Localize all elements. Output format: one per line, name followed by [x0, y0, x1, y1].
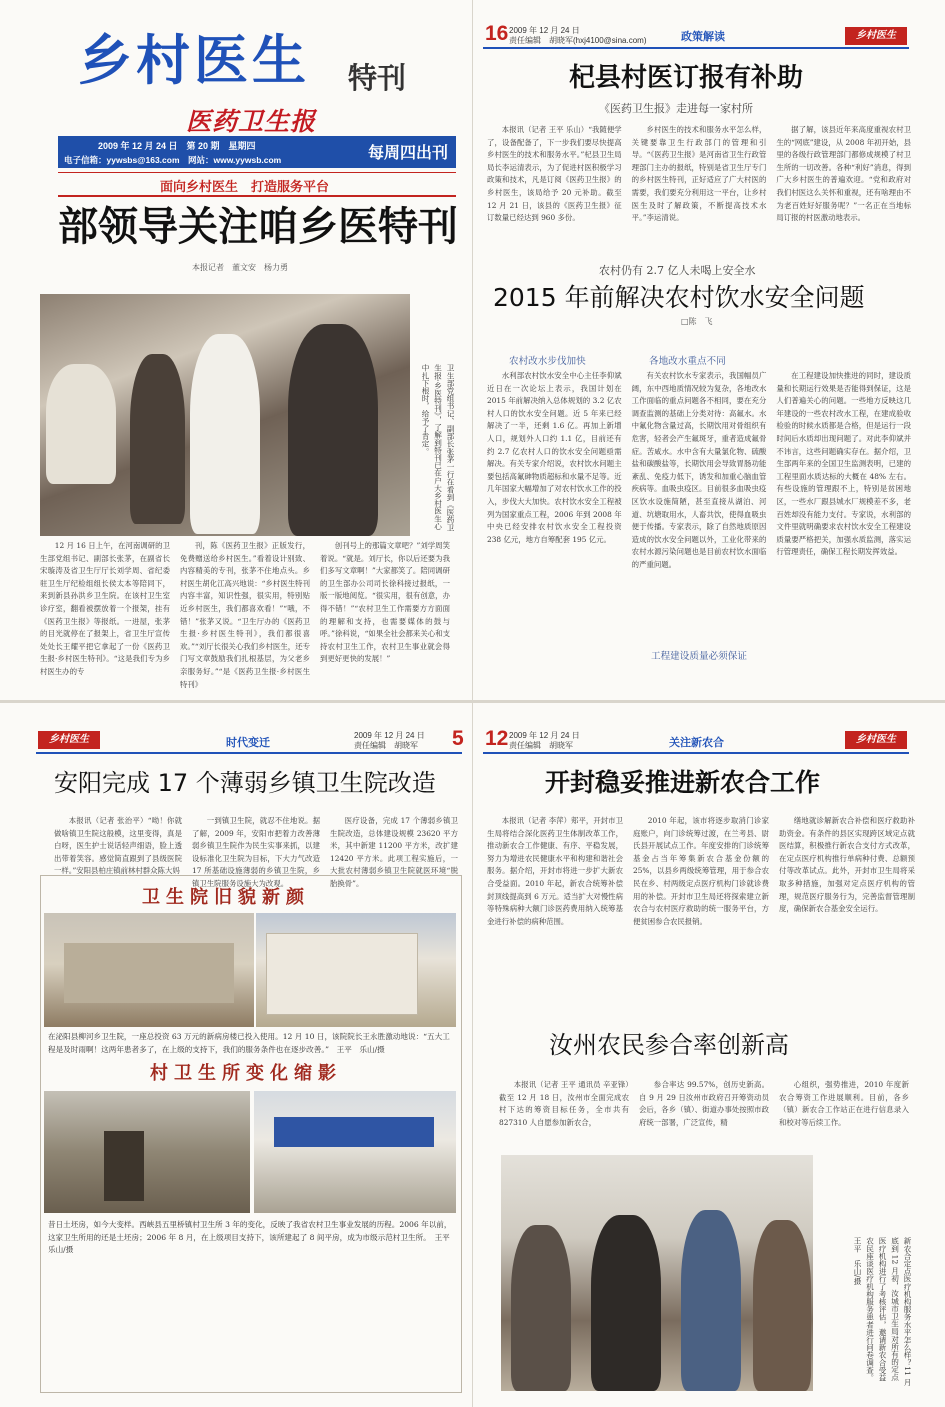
- water-article-body: [487, 370, 911, 690]
- water-subhead-2: 各地改水重点不同: [649, 356, 726, 367]
- subsidy-article-body: [487, 124, 911, 244]
- ruzhou-article-body: [499, 1079, 909, 1151]
- anyang-paragraph: 本报讯（记者 张治平）“呦！你就做啥镇卫生院这般模，这里变得，真是白呀，医生护士说话轻声细语，脸上透出带着笑容。感觉简直跟到了县级医院一样。”安阳县柏庄镇前林村群众陈大妈: [54, 816, 182, 876]
- front-byline: 本报记者 董文安 杨力勇: [192, 263, 288, 272]
- new-clinic-photo: [256, 913, 456, 1027]
- new-building-shape: [266, 933, 418, 1015]
- subsidy-column-2: [632, 124, 767, 244]
- ruzhou-photo: [501, 1155, 813, 1391]
- water-column-3: [776, 370, 911, 690]
- water-column-1: [487, 370, 622, 690]
- page-date: 2009 年 12 月 24 日: [354, 731, 425, 740]
- section-badge: 乡村医生: [38, 731, 100, 749]
- section-title: 关注新农合: [669, 736, 724, 749]
- contact-line: 电子信箱：yywsbs@163.com 网站：www.yywsb.com: [64, 155, 282, 165]
- newspaper-logo: 医药卫生报: [186, 107, 317, 136]
- page-meta: [509, 731, 580, 751]
- ruzhou-column-1: [499, 1079, 629, 1151]
- page-16: [473, 0, 945, 700]
- section-badge: 乡村医生: [845, 731, 907, 749]
- header-rule: [483, 752, 909, 754]
- kaifeng-column-1: [487, 815, 623, 1007]
- subsidy-paragraph: 乡村医生的技术和服务水平怎么样，关键要靠卫生行政部门的管理和引导。“《医药卫生报》是河南省卫生行政管理部门主办的报纸，特别是省卫生厅专门的乡村医生特刊，正好适应了广大村医的需要，我们要充分利用这一平台，让乡村医生及时了解政策，不断提高技术水平。”李运清说。: [631, 125, 767, 223]
- water-byline: □陈 飞: [681, 317, 713, 326]
- front-headline: 部领导关注咱乡医特刊: [58, 203, 458, 250]
- page-meta: [354, 731, 425, 751]
- front-paragraph: 刊，陈《医药卫生报》正版发行，免费赠送给乡村医生。”看着设计别致、内容精美的专刊，张茅不住地点头。乡村医生胡化江高兴地说：“乡村医生特刊内容丰富，知识性强，很实用，特别贴近乡村医生，我们都喜欢看！”“哦，不错！”张茅又说。“卫生厅办的《医药卫生报·乡村医生特刊》，我们都很喜欢。”“刘厅长很关心我们乡村医生，还专门写文章鼓励我们扎根基层，为父老乡亲服务好。”“是《医药卫生报·乡村医生特刊》: [180, 541, 310, 689]
- ruzhou-paragraph: 参合率达 99.57%，创历史新高。自 9 月 29 日汝州市政府召开筹资动员会后，各乡（镇）、街道办事处按照市政府统一部署，广泛宣传，精: [639, 1080, 769, 1127]
- section-title: 时代变迁: [226, 736, 270, 749]
- old-building-shape: [64, 943, 234, 1003]
- subsidy-column-1: [487, 124, 622, 244]
- anyang-article-body: [54, 815, 458, 888]
- section-title: 政策解读: [681, 30, 725, 43]
- masthead-title: 乡村医生: [78, 29, 310, 92]
- deck-subsidy: 《医药卫生报》走进每一家村所: [599, 102, 753, 115]
- section-badge: 乡村医生: [845, 27, 907, 45]
- person-left: [130, 354, 185, 524]
- front-paragraph: 12 月 16 日上午，在河南调研的卫生部党组书记、副部长张茅，在副省长宋璇涛及省卫生厅厅长刘学周、省纪委驻卫生厅纪检组组长侯太本等陪同下，来到新县孙洪乡卫生院。在该村卫生室诊疗室，翻看被摆放着一个报架，挂有《医药卫生报》等报纸。一进屋，张茅的目光就停在了报架上，省卫生厅宣传处处长王耀平把它拿起了一份《医药卫生报·乡村医生特刊》。“这是我们专为乡村医生办的专: [40, 541, 170, 676]
- water-paragraph: 有关农村饮水专家表示，我国幅员广阔，东中西地质情况较为复杂，各地改水工作面临的重点问题各不相同，要在充分调查监测的基础上分类对待：高氟水。水中氟化物含量过高，长期饮用对骨组织有危害，轻者会产生氟斑牙，重者造成氟骨症。苦咸水。水中含有大量氯化物、硫酸盐和碳酸盐等，长期饮用会导致胃肠功能紊乱、免疫力低下，诱发和加重心脑血管疾病等。血吸虫疫区。目前很多血吸虫疫区饮水设施简陋，甚至直接从湖泊、河道、坑塘取用水，人畜共饮，使得血吸虫便于传播。专家表示，除了自然地质原因造成的饮水安全问题以外，工业化带来的农村水源污染问题也是目前农村饮水面临的严重问题。: [631, 371, 767, 569]
- page-date: 2009 年 12 月 24 日: [509, 731, 580, 740]
- ruzhou-paragraph: 心组织，强势推进，2010 年度新农合筹资工作进展顺利。目前，各乡（镇）新农合工作站正在进行信息录入和校对等后续工作。: [779, 1080, 909, 1127]
- page-editor: 责任编辑 胡晓军(hxj4100@sina.com): [509, 36, 647, 45]
- kaifeng-paragraph: 缮地就诊解新农合补偿和医疗救助补助资金。有条件的县区实现跨区域定点就医结算，积极推行新农合支付方式改革，在定点医疗机构推行单病种付费、总额预付等改革试点。此外，开封市卫生局将采取多种措施，加强对定点医疗机构的管理，规范医疗服务行为，完善监督管理制度，确保新农合基金安全运行。: [779, 816, 915, 914]
- photo-feature-caption-2: 昔日土坯房，如今大变样。西峡县五里桥镇村卫生所 3 年的变化，反映了我省农村卫生事业发展的历程。2006 年以前，这家卫生所用的还是土坯房；2006 年 8 月，在上级项目支持下，该所建起了 8 间平房，成为市级示范村卫生所。 王平 乐山/摄: [48, 1220, 458, 1254]
- water-kicker: 农村仍有 2.7 亿人未喝上安全水: [599, 264, 756, 277]
- kaifeng-column-2: [633, 815, 769, 1007]
- ruzhou-column-3: [779, 1079, 909, 1151]
- water-paragraph: 在工程建设加快推进的同时，建设质量和长期运行效果是否能得到保证，这是人们普遍关心的问题。一些地方反映这几年建设的一些农村改水工程，在建成验收检验的时候水质都是合格，但是运行一段时间后水质却出现问题了。对此李仰斌并不讳言，这些问题确实存在。据介绍，卫生部两年来的全国卫生监测表明，已建的工程里面水质达标的大概在 48% 左右。有些设施的管理跟不上，特别是贫困地区，一些水厂跟县城水厂规模差不多，老百姓却没有能力支付。专家说，水利部的文件里就明确要求农村饮水安全工程建设质量要严格把关，加强水质监测，落实运行管理责任，确保工程长期发挥效益。: [776, 371, 912, 557]
- anyang-column-3: [330, 815, 458, 888]
- kaifeng-column-3: [779, 815, 915, 1007]
- headline-ruzhou: 汝州农民参合率创新高: [549, 1031, 789, 1059]
- front-paragraph: 创刊号上的那篇文章吧？”刘学周笑着说。“就是。刘厅长，你以后还要为我们多写文章啊！”大家都笑了。陪同调研的卫生部办公司司长徐科接过报纸，一版一版地阅览。“很实用，很有创意，办得不错！”“农村卫生工作需要方方面面的理解和支持，也需要媒体的鼓与呼。”徐科说，“如果全社会都来关心和支持农村卫生工作，农村卫生事业就会得到更好更快的发展！”: [320, 541, 450, 664]
- front-photo: [40, 294, 410, 536]
- person-far-right: [753, 1220, 811, 1391]
- front-column-1: [40, 540, 170, 690]
- front-column-3: [320, 540, 450, 690]
- kaifeng-paragraph: 2010 年起，该市将逐步取消门诊家庭账户，向门诊统筹过渡，在兰考县、尉氏县开展试点工作。年度安排的门诊统筹基金占当年筹集新农合基金份额的 25%，以县乡两级统筹管理，用于参合农民在乡、村两级定点医疗机构门诊就诊费用的补偿。开封市卫生局还将探索建立新农合与农村医疗救助的统一服务平台，方便贫困参合农民报销。: [633, 816, 769, 926]
- old-clinic-photo: [44, 913, 254, 1027]
- publication-frequency: 每周四出刊: [368, 143, 449, 162]
- water-column-2: [632, 370, 767, 640]
- ruzhou-paragraph: 本报讯（记者 王平 通讯员 辛亚锋）截至 12 月 18 日，汝州市全面完成农村下达的筹资目标任务，全市共有 827310 人自愿参加新农合，: [499, 1080, 629, 1127]
- newspaper-sheet-shape: [46, 364, 116, 484]
- page-5: [0, 703, 472, 1407]
- clinic-sign-shape: [274, 1117, 434, 1147]
- front-column-2: [180, 540, 310, 690]
- person-right: [681, 1210, 741, 1391]
- ruzhou-photo-caption: 新农合定点医疗机构服务水平怎么样？11 月底到 12 月初，汝城市卫生局对所有的定点医疗机构进行了考核评估，邀请新农合受益农民座谈医疗机构服务患者进行问卷调查。 王平 乐山/摄: [853, 1237, 912, 1386]
- person-in-white-coat: [190, 334, 260, 534]
- subsidy-column-3: [776, 124, 911, 244]
- page-12: [473, 703, 945, 1407]
- kaifeng-paragraph: 本报讯（记者 李萍）郏平，开封市卫生局将结合深化医药卫生体制改革工作，推动新农合工作健康、有序、平稳发展，努力为增进农民健康水平和构建和谐社会服务。据介绍，开封市将进一步扩大新农合受益面。2010 年起，新农合统筹补偿封顶线提高到 6 万元。适当扩大对慢性病等特殊病种大额门诊医药费用纳入统筹基金进行补偿的病种范围。: [487, 816, 623, 926]
- masthead-suffix: 特刊: [348, 61, 407, 95]
- headline-anyang: 安阳完成 17 个薄弱乡镇卫生院改造: [54, 769, 436, 797]
- page-number: 5: [452, 727, 464, 750]
- headline-kaifeng: 开封稳妥推进新农合工作: [545, 768, 821, 797]
- headline-subsidy: 杞县村医订报有补助: [569, 63, 804, 93]
- page-number: 16: [485, 22, 509, 45]
- front-article-body: [40, 540, 450, 690]
- page-editor: 责任编辑 胡晓军: [509, 741, 573, 750]
- page-date: 2009 年 12 月 24 日: [509, 26, 580, 35]
- water-subhead-1: 农村改水步伐加快: [509, 356, 586, 367]
- water-subhead-3: 工程建设质量必须保证: [651, 651, 747, 662]
- front-photo-caption: 卫生部党组书记、副部长张茅一行在看到《医药卫生报·乡医特刊》，了解到特刊已在户大乡村医生心中扎下根时，给予了肯定。: [421, 364, 455, 532]
- person-center: [591, 1215, 661, 1391]
- anyang-paragraph: 医疗设备，完成 17 个薄弱乡镇卫生院改造，总体建设规模 23620 平方米，其中新建 11200 平方米，改扩建 12420 平方米。此项工程实施后，一大批农村薄弱乡镇卫生院就医环境“脱胎换骨”。: [330, 816, 458, 888]
- kaifeng-article-body: [487, 815, 915, 1007]
- person-in-dark-coat: [288, 324, 378, 536]
- photo-feature-caption-1: 在泌阳县柳河乡卫生院，一座总投资 63 万元的新病房楼已投入使用。12 月 10 日，该院院长王永胜激动地说：“五大工程是及时雨啊！这两年患者多了，在上级的支持下，我们的服务条件也在逐步改善。” 王平 乐山/摄: [48, 1032, 450, 1054]
- page-number: 12: [485, 727, 509, 750]
- slogan: 面向乡村医生 打造服务平台: [160, 180, 330, 195]
- subsidy-paragraph: 本报讯（记者 王平 乐山）“我随便学了，设备配备了，下一步我们要尽快提高乡村医生的技术和服务水平。”杞县卫生局局长李运清表示，为了促进村医积极学习政策和技术，凡是订阅《医药卫生报》的乡村医生，该局给予 20 元补助。截至 12 月 21 日，该县的《医药卫生报》征订数量已经达到 960 多份。: [487, 125, 622, 223]
- person-left: [511, 1225, 571, 1391]
- headline-water: 2015 年前解决农村饮水安全问题: [493, 283, 865, 312]
- new-village-clinic-photo: [254, 1091, 456, 1213]
- photo-feature-title-1: 卫生院旧貌新颜: [142, 887, 310, 908]
- page-meta: [509, 26, 646, 46]
- issue-date-line: 2009 年 12 月 24 日 第 20 期 星期四: [98, 141, 256, 151]
- mud-brick-clinic-photo: [44, 1091, 250, 1213]
- water-paragraph: 水利部农村饮水安全中心主任李仰斌近日在一次论坛上表示，我国计划在 2015 年前解决纳入总体规划的 3.2 亿农村人口的饮水安全问题。近 5 年来已经解决了一半，还剩 1.6 亿。再加上新增人口，规划外人口约 1.1 亿，目前还有约 2.7 亿农村人口的饮水安全问题亟需解决。有关专家介绍说，农村饮水问题主要包括高氟砷物质超标和水量不足等。近几年国家大幅增加了对农村饮水工作的投入，步伐大大加快。农村饮水安全工程被列为国家重点工程，2006 年到 2008 年中央已经安排农村饮水安全工程投资 238 亿元，地方自筹配套 195 亿元。: [487, 371, 622, 544]
- anyang-column-1: [54, 815, 182, 875]
- front-page: [0, 0, 472, 700]
- header-rule: [36, 752, 462, 754]
- page-editor: 责任编辑 胡晓军: [354, 741, 418, 750]
- old-door-shape: [104, 1131, 144, 1201]
- subsidy-paragraph: 据了解，该县近年来高度重视农村卫生的“网底”建设，从 2008 年初开始，县里的各级行政管理部门都修成规模了村卫生所的一切改善。各种“利好”消息，得到广大乡村医生的普遍欢迎。“党和政府对我们村医这么关怀和重视，还有啥理由不为老百姓好好服务呢？”一名正在当地标局订报的村医激动地表示。: [776, 125, 912, 223]
- anyang-paragraph: 一到镇卫生院，就忍不住地说。据了解，2009 年，安阳市把着力改善薄弱乡镇卫生院作为民生实事来抓，以建设标准化卫生院为目标，下大力气改造 17 所基础设施薄弱的乡镇卫生院，乡镇卫生院服务设施大为改观。: [192, 816, 320, 888]
- ruzhou-column-2: [639, 1079, 769, 1151]
- photo-feature-title-2: 村卫生所变化缩影: [150, 1063, 342, 1084]
- header-rule: [483, 47, 909, 49]
- anyang-column-2: [192, 815, 320, 888]
